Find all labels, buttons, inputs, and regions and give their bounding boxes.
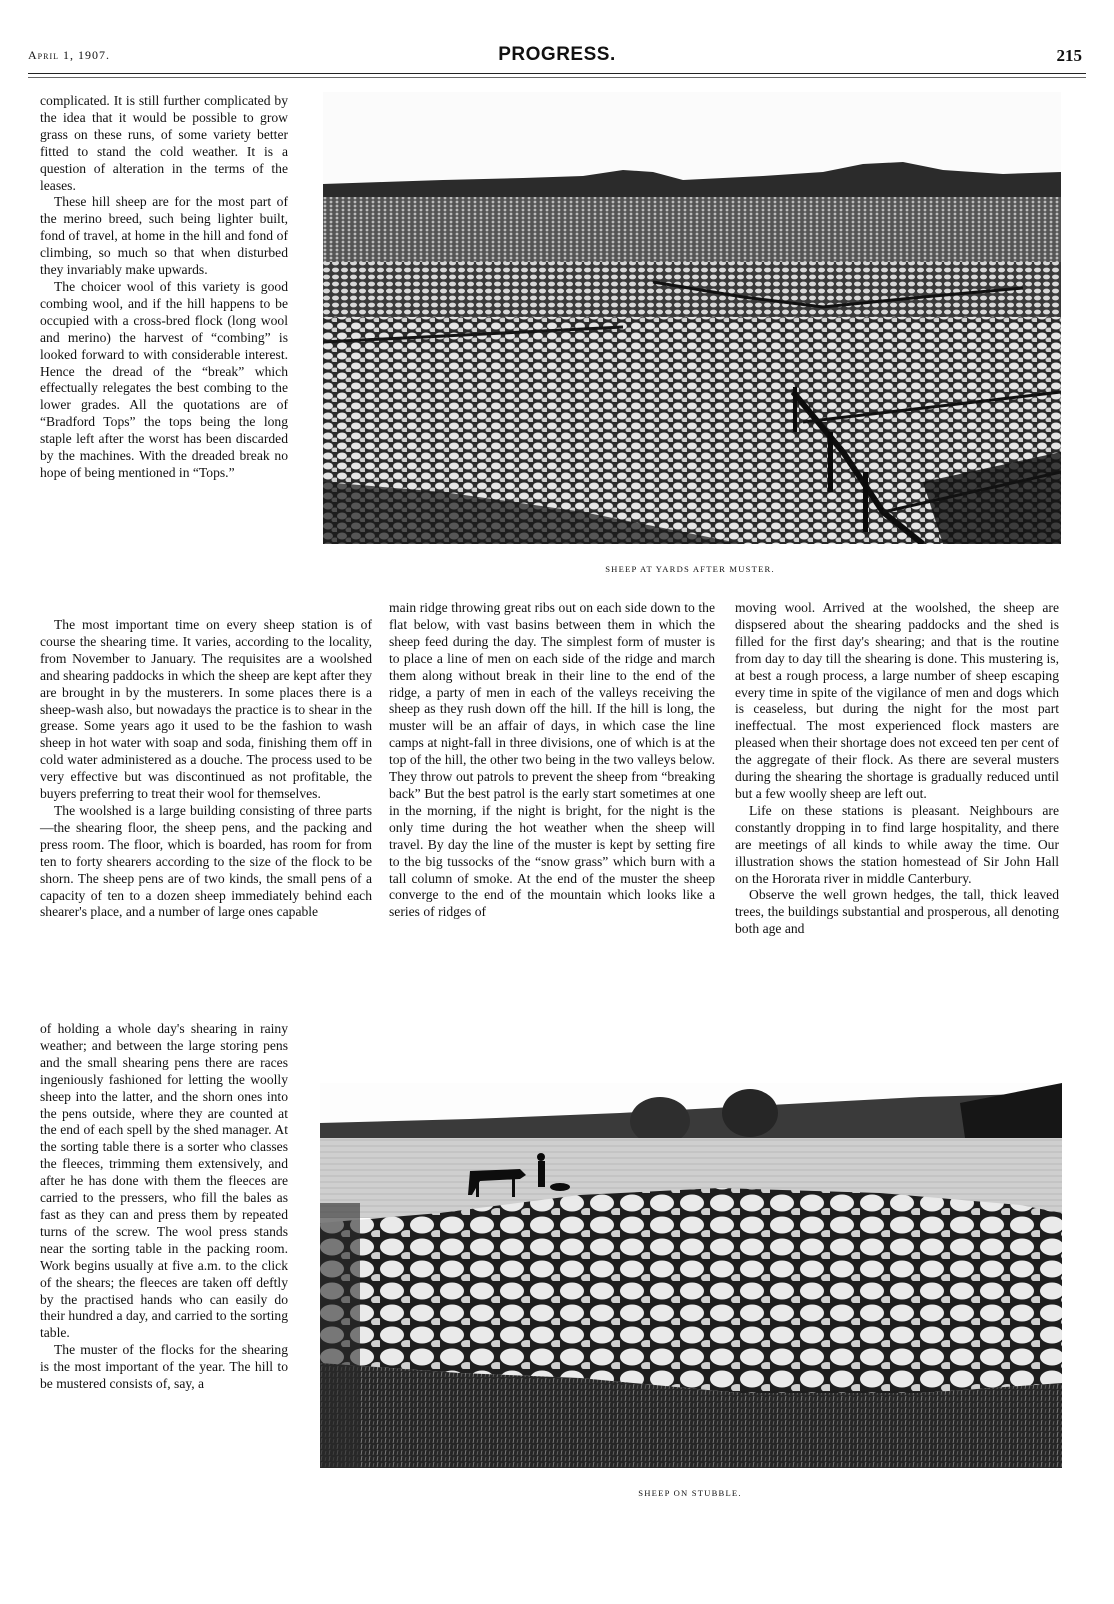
- publication-title: PROGRESS.: [498, 44, 616, 65]
- photo-sheep-on-stubble: [320, 1083, 1062, 1468]
- column-2: [389, 600, 715, 921]
- paragraph: moving wool. Arrived at the woolshed, the sheep are dispsered about the shearing paddocks and the shed is filled for the first day's shearing; and that is the routine from day to day till the shearing is done. This mustering is, at best a rough process, a large number of sheep escaping every time in spite of the vigilance of men and dogs which is ceaseless, but during the night for the most part ineffectual. The most experienced flock masters are pleased when their shortage does not exceed ten per cent of the aggregate of their flock. As there are several musters during the shearing the shortage is gradually reduced until but a few woolly sheep are left out.: [735, 600, 1059, 801]
- page-number: 215: [1056, 46, 1082, 65]
- paragraph: of holding a whole day's shearing in rainy weather; and between the large storing pens and the small shearing pens there are races ingeniously fashioned for letting the woolly sheep into the latter, and the shorn ones into the pens outside, where they are counted at the end of each spell by the shed manager. At the sorting table there is a sorter who classes the fleeces, trimming them extensively, and after he has done with them the fleeces are carried to the pressers, who fill the bales as fast as they can and press them by repeated turns of the screw. The wool press stands near the sorting table in the packing room. Work begins usually at five a.m. to the click of the shears; the fleeces are taken off deftly by the practised hands who can easily do their hundred a day, and carried to the sorting table.: [40, 1021, 288, 1341]
- paragraph: Observe the well grown hedges, the tall, thick leaved trees, the buildings substantial and prosperous, all denoting both age and: [735, 887, 1059, 937]
- paragraph: Life on these stations is pleasant. Neighbours are constantly dropping in to find large hospitality, and there are meetings of all kinds to while away the time. Our illustration shows the station homestead of Sir John Hall on the Hororata river in middle Canterbury.: [735, 802, 1059, 886]
- paragraph: The woolshed is a large building consisting of three parts—the shearing floor, the sheep pens, and the packing and press room. The floor, which is boarded, has room for from ten to forty shearers according to the size of the flock to be shorn. The sheep pens are of two kinds, the small pens of a capacity of ten to a dozen sheep immediately behind each shearer's place, and a number of large ones capable: [40, 802, 372, 920]
- paragraph: These hill sheep are for the most part of the merino breed, such being lighter built, fond of travel, at home in the hill and fond of climbing, so much so that when disturbed they invariably make upwards.: [40, 194, 288, 278]
- column-1-middle: [40, 617, 372, 921]
- paragraph: main ridge throwing great ribs out on each side down to the flat below, with vast basins between them in which the sheep feed during the day. The simplest form of muster is to place a line of men on each side of the ridge and march them along without break in their line to the end of the ridge, a party of men in each of the valleys receiving the sheep as they rush down off the hill. If the hill is long, the muster will be an affair of days, in which case the line camps at night-fall in three divisions, one of which is at the top of the hill, the other two being in the two valleys below. They throw out patrols to prevent the sheep from “breaking back” But the best patrol is the early start sometimes at one in the morning, if the night is bright, for the night is the only time during the hot weather when the sheep will travel. By day the line of the muster is kept by setting fire to the big tussocks of the “snow grass” which burn with a tall column of smoke. At the end of the muster the sheep converge to the end of the mountain which looks like a series of ridges of: [389, 600, 715, 920]
- page-header: [28, 44, 1086, 74]
- header-rule-thin: [28, 77, 1086, 78]
- header-rule: [28, 73, 1086, 74]
- figure-caption-2: SHEEP ON STUBBLE.: [638, 1488, 742, 1498]
- paragraph: The choicer wool of this variety is good combing wool, and if the hill happens to be occupied with a cross-bred flock (long wool and merino) the harvest of “combing” is looked forward to with considerable interest. Hence the dread of the “break” which effectually relegates the best combing to the lower grades. All the quotations are of “Bradford Tops” the tops being the long staple left after the worst has been discarded by the machines. With the dreaded break no hope of being mentioned in “Tops.”: [40, 278, 288, 480]
- column-1-top: [40, 93, 288, 482]
- figure-caption-1: SHEEP AT YARDS AFTER MUSTER.: [605, 564, 775, 574]
- photo-sheep-at-yards: [323, 92, 1061, 544]
- paragraph: complicated. It is still further complicated by the idea that it would be possible to grow grass on these runs, of some variety better fitted to stand the cold weather. It is a question of alteration in the terms of the leases.: [40, 93, 288, 193]
- photo-sheep-on-stubble-image: [320, 1083, 1062, 1468]
- issue-date: April 1, 1907.: [28, 48, 111, 62]
- paragraph: The muster of the flocks for the shearing is the most important of the year. The hill to be mustered consists of, say, a: [40, 1342, 288, 1392]
- column-1-bottom: [40, 1021, 288, 1393]
- paragraph: The most important time on every sheep station is of course the shearing time. It varies, according to the locality, from November to January. The requisites are a woolshed and shearing paddocks in which the sheep are kept after they are brought in by the musterers. In some places there is a sheep-wash also, but nowadays the practice is to shear in the grease. Some years ago it used to be the fashion to wash sheep in hot water with soap and soda, finishing them off in cold water administered as a douche. The process used to be very effective but was discontinued as not profitable, the buyers preferring to treat their wool for themselves.: [40, 617, 372, 802]
- column-3: [735, 600, 1059, 938]
- photo-sheep-at-yards-image: [323, 92, 1061, 544]
